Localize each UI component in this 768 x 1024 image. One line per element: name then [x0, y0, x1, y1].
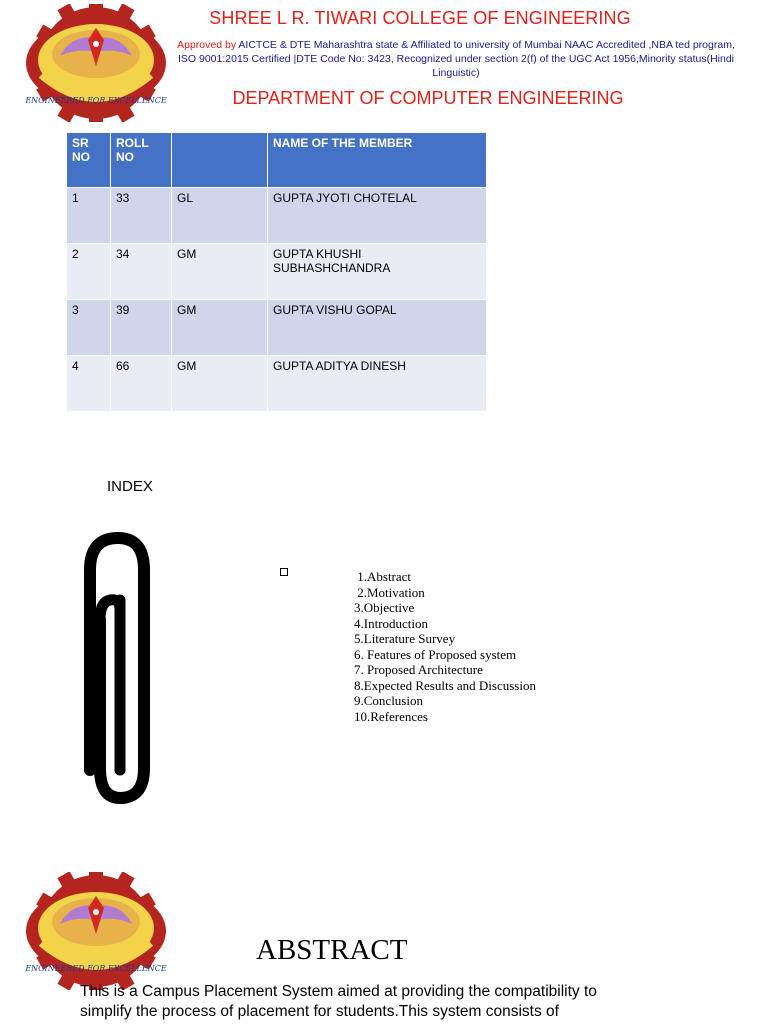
index-item-references: 10.References [354, 708, 428, 724]
gear-emblem [24, 4, 167, 122]
cell-sr: 1 [67, 188, 111, 244]
cell-sr: 3 [67, 300, 111, 356]
index-item-motivation: 2.Motivation [354, 584, 425, 600]
paperclip-icon [80, 530, 154, 806]
logo-motto: ENGINEERED FOR EXCELLENCE [25, 96, 167, 105]
table-row [67, 356, 487, 412]
college-logo-bottom [12, 872, 180, 990]
index-item-conclusion: 9.Conclusion [354, 693, 423, 708]
checkbox-bullet-icon [280, 568, 288, 576]
index-list [354, 569, 536, 724]
cell-roll: 33 [111, 188, 172, 244]
cell-division: GL [172, 188, 268, 244]
cell-name: GUPTA VISHU GOPAL [268, 300, 487, 356]
abstract-text: This is a Campus Placement System aimed at providing the compatibility to simplify the process of placement for students.This system consists of [80, 983, 597, 1020]
logo-motto: ENGINEERED FOR EXCELLENCE [25, 964, 167, 973]
header-sr-no: SR NO [67, 133, 111, 188]
approved-prefix: Approved by [177, 39, 237, 51]
cell-sr: 2 [67, 244, 111, 300]
college-logo-top [12, 4, 180, 122]
index-item-results: 8.Expected Results and Discussion [354, 677, 536, 693]
cell-sr: 4 [67, 356, 111, 412]
table-row [67, 300, 487, 356]
gear-emblem [24, 872, 167, 990]
index-label: INDEX [107, 478, 153, 495]
department-title: DEPARTMENT OF COMPUTER ENGINEERING [232, 88, 624, 108]
abstract-heading: ABSTRACT [256, 934, 408, 966]
cell-name: GUPTA ADITYA DINESH [268, 356, 487, 412]
members-table [66, 132, 487, 412]
table-header-row [67, 133, 487, 188]
index-item-abstract: 1.Abstract [354, 569, 412, 584]
cell-division: GM [172, 244, 268, 300]
cell-division: GM [172, 356, 268, 412]
cell-roll: 39 [111, 300, 172, 356]
cell-name: GUPTA JYOTI CHOTELAL [268, 188, 487, 244]
header-division [172, 133, 268, 188]
index-item-features: 6. Features of Proposed system [354, 646, 517, 662]
index-item-introduction: 4.Introduction [354, 615, 429, 631]
college-name: SHREE L R. TIWARI COLLEGE OF ENGINEERING [209, 8, 631, 28]
cell-division: GM [172, 300, 268, 356]
index-item-objective: 3.Objective [354, 600, 415, 615]
table-row [67, 244, 487, 300]
index-item-architecture: 7. Proposed Architecture [354, 662, 483, 677]
header-roll-no: ROLL NO [111, 133, 172, 188]
approval-details: AICTCE & DTE Maharashtra state & Affiliated to university of Mumbai NAAC Accredited ,NBA ted program, ISO 9001:2015 Certified |DTE Code No: 3423, Recognized under section 2(f) of the UGC Act 1956,Minority status(Hindi Linguistic) [177, 39, 735, 79]
approval-text [176, 38, 736, 80]
index-item-literature-survey: 5.Literature Survey [354, 631, 456, 646]
table-row [67, 188, 487, 244]
cell-roll: 34 [111, 244, 172, 300]
cell-name: GUPTA KHUSHI SUBHASHCHANDRA [268, 244, 487, 300]
header-member-name: NAME OF THE MEMBER [268, 133, 487, 188]
cell-roll: 66 [111, 356, 172, 412]
